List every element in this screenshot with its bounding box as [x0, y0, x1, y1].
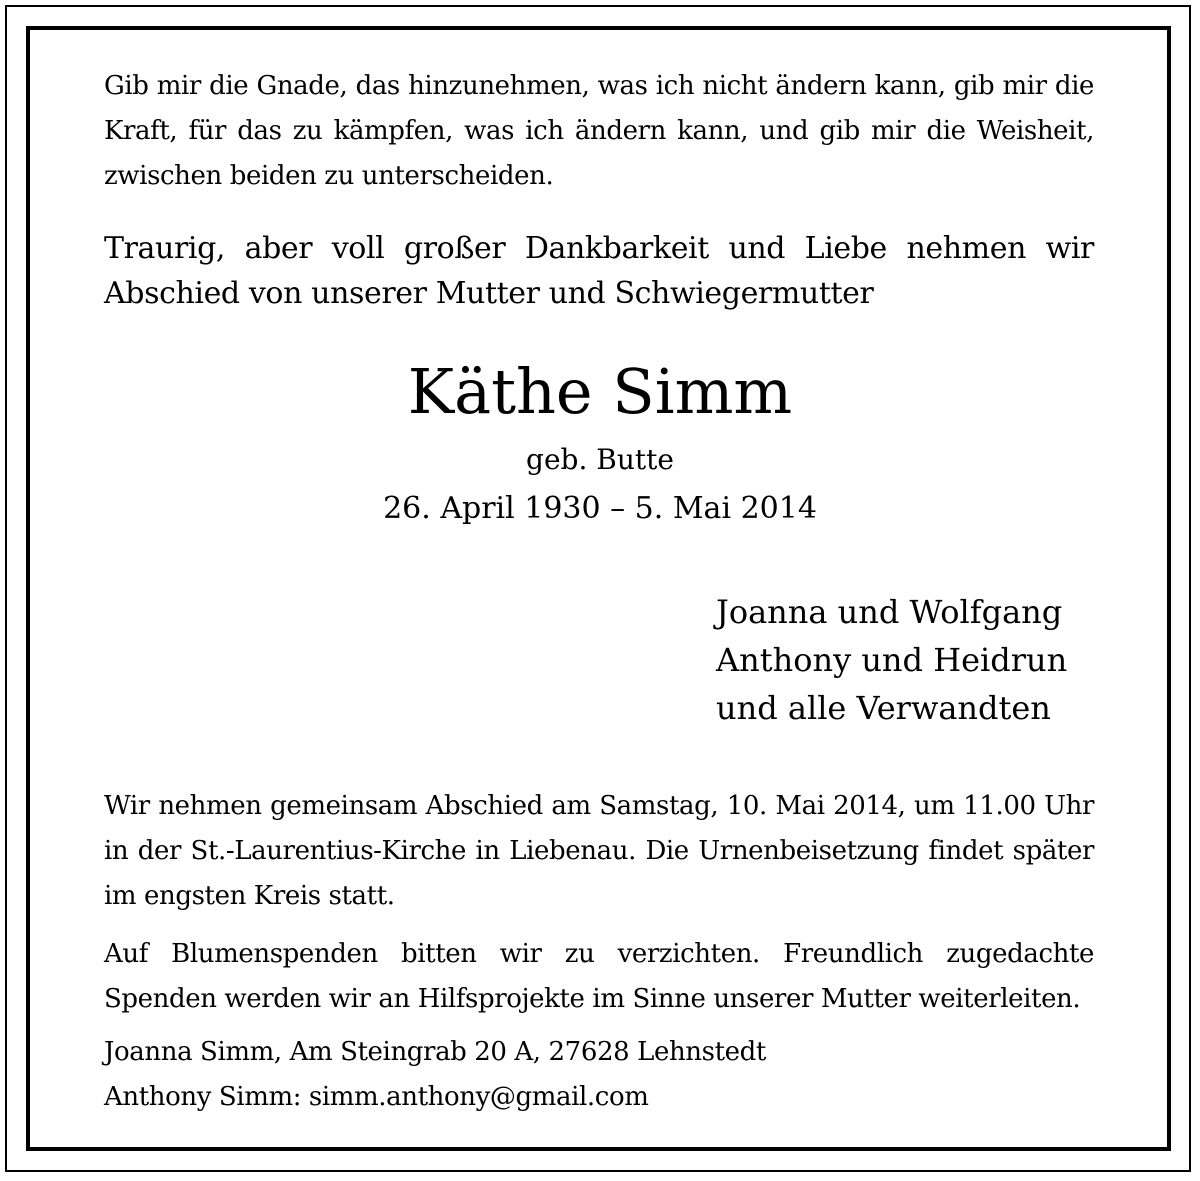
- prayer-paragraph: [104, 64, 1094, 199]
- deceased-name: Käthe Simm: [407, 355, 793, 428]
- mourner-line: Anthony und Heidrun: [716, 641, 1068, 679]
- service-line: in der St.-Laurentius-Kirche in Liebenau. Die Urnenbeisetzung findet später: [104, 836, 1094, 866]
- contact-info: [104, 1030, 766, 1120]
- contact-address: Joanna Simm, Am Steingrab 20 A, 27628 Lehnstedt: [104, 1037, 766, 1067]
- maiden-name: geb. Butte: [526, 443, 674, 476]
- mourners-list: [716, 588, 1067, 732]
- service-line: im engsten Kreis statt.: [104, 881, 395, 911]
- prayer-line: Kraft, für das zu kämpfen, was ich ändern kann, und gib mir die Weisheit,: [104, 116, 1094, 146]
- intro-line: Abschied von unserer Mutter und Schwiegermutter: [104, 276, 874, 311]
- flowers-paragraph: [104, 932, 1094, 1022]
- flowers-line: Auf Blumenspenden bitten wir zu verzichten. Freundlich zugedachte: [104, 939, 1094, 969]
- life-dates: 26. April 1930 – 5. Mai 2014: [383, 491, 817, 526]
- mourner-line: und alle Verwandten: [716, 689, 1051, 727]
- service-line: Wir nehmen gemeinsam Abschied am Samstag, 10. Mai 2014, um 11.00 Uhr: [104, 791, 1094, 821]
- prayer-line: Gib mir die Gnade, das hinzunehmen, was ich nicht ändern kann, gib mir die: [104, 71, 1094, 101]
- service-paragraph: [104, 784, 1094, 919]
- intro-line: Traurig, aber voll großer Dankbarkeit und Liebe nehmen wir: [104, 231, 1094, 266]
- prayer-line: zwischen beiden zu unterscheiden.: [104, 161, 554, 191]
- flowers-line: Spenden werden wir an Hilfsprojekte im Sinne unserer Mutter weiterleiten.: [104, 984, 1081, 1014]
- intro-paragraph: [104, 226, 1094, 316]
- mourner-line: Joanna und Wolfgang: [716, 593, 1063, 631]
- contact-email: Anthony Simm: simm.anthony@gmail.com: [104, 1082, 649, 1112]
